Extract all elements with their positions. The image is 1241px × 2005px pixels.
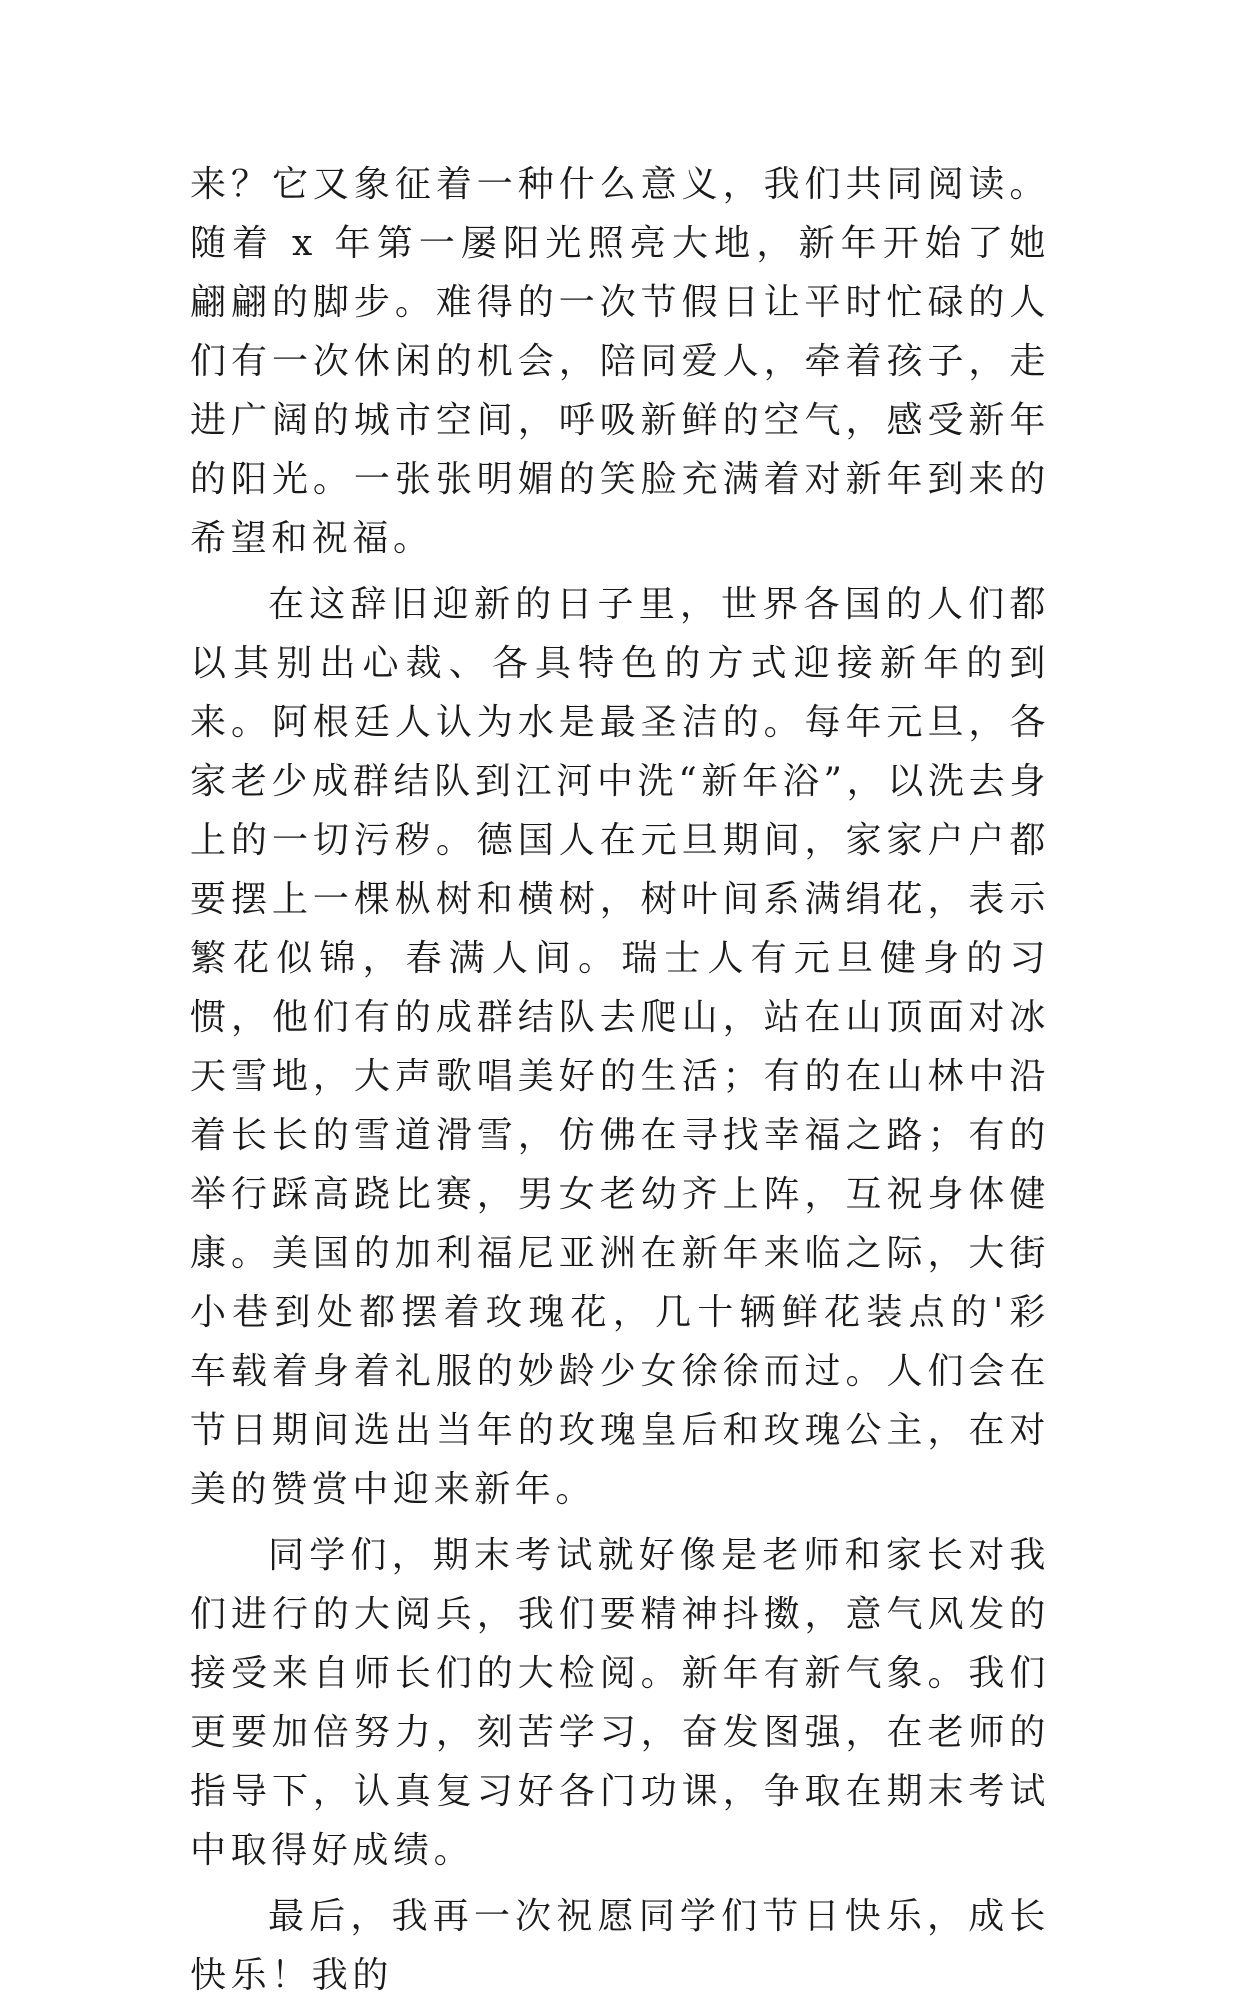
paragraph-closing: 最后，我再一次祝愿同学们节日快乐，成长快乐！我的 bbox=[190, 1896, 1050, 1996]
paragraph-continued: 来？它又象征着一种什么意义，我们共同阅读。随着 x 年第一屡阳光照亮大地，新年开始了她翩翩的脚步。难得的一次节假日让平时忙碌的人们有一次休闲的机会，陪同爱人，牵着孩子，走进广阔的城市空间，呼吸新鲜的空气，感受新年的阳光。一张张明媚的笑脸充满着对新年到来的希望和祝福。 bbox=[190, 164, 1050, 559]
document-body bbox=[190, 155, 1050, 2005]
paragraph-final-exams: 同学们，期末考试就好像是老师和家长对我们进行的大阅兵，我们要精神抖擞，意气风发的接受来自师长们的大检阅。新年有新气象。我们更要加倍努力，刻苦学习，奋发图强，在老师的指导下，认真复习好各门功课，争取在期末考试中取得好成绩。 bbox=[190, 1535, 1050, 1871]
paragraph-new-year-customs: 在这辞旧迎新的日子里，世界各国的人们都以其别出心裁、各具特色的方式迎接新年的到来。阿根廷人认为水是最圣洁的。每年元旦，各家老少成群结队到江河中洗“新年浴”，以洗去身上的一切污秽。德国人在元旦期间，家家户户都要摆上一棵枞树和横树，树叶间系满绢花，表示繁花似锦，春满人间。瑞士人有元旦健身的习惯，他们有的成群结队去爬山，站在山顶面对冰天雪地，大声歌唱美好的生活；有的在山林中沿着长长的雪道滑雪，仿佛在寻找幸福之路；有的举行踩高跷比赛，男女老幼齐上阵，互祝身体健康。美国的加利福尼亚洲在新年来临之际，大街小巷到处都摆着玫瑰花，几十辆鲜花装点的'彩车载着身着礼服的妙龄少女徐徐而过。人们会在节日期间选出当年的玫瑰皇后和玫瑰公主，在对美的赞赏中迎来新年。 bbox=[190, 584, 1050, 1510]
